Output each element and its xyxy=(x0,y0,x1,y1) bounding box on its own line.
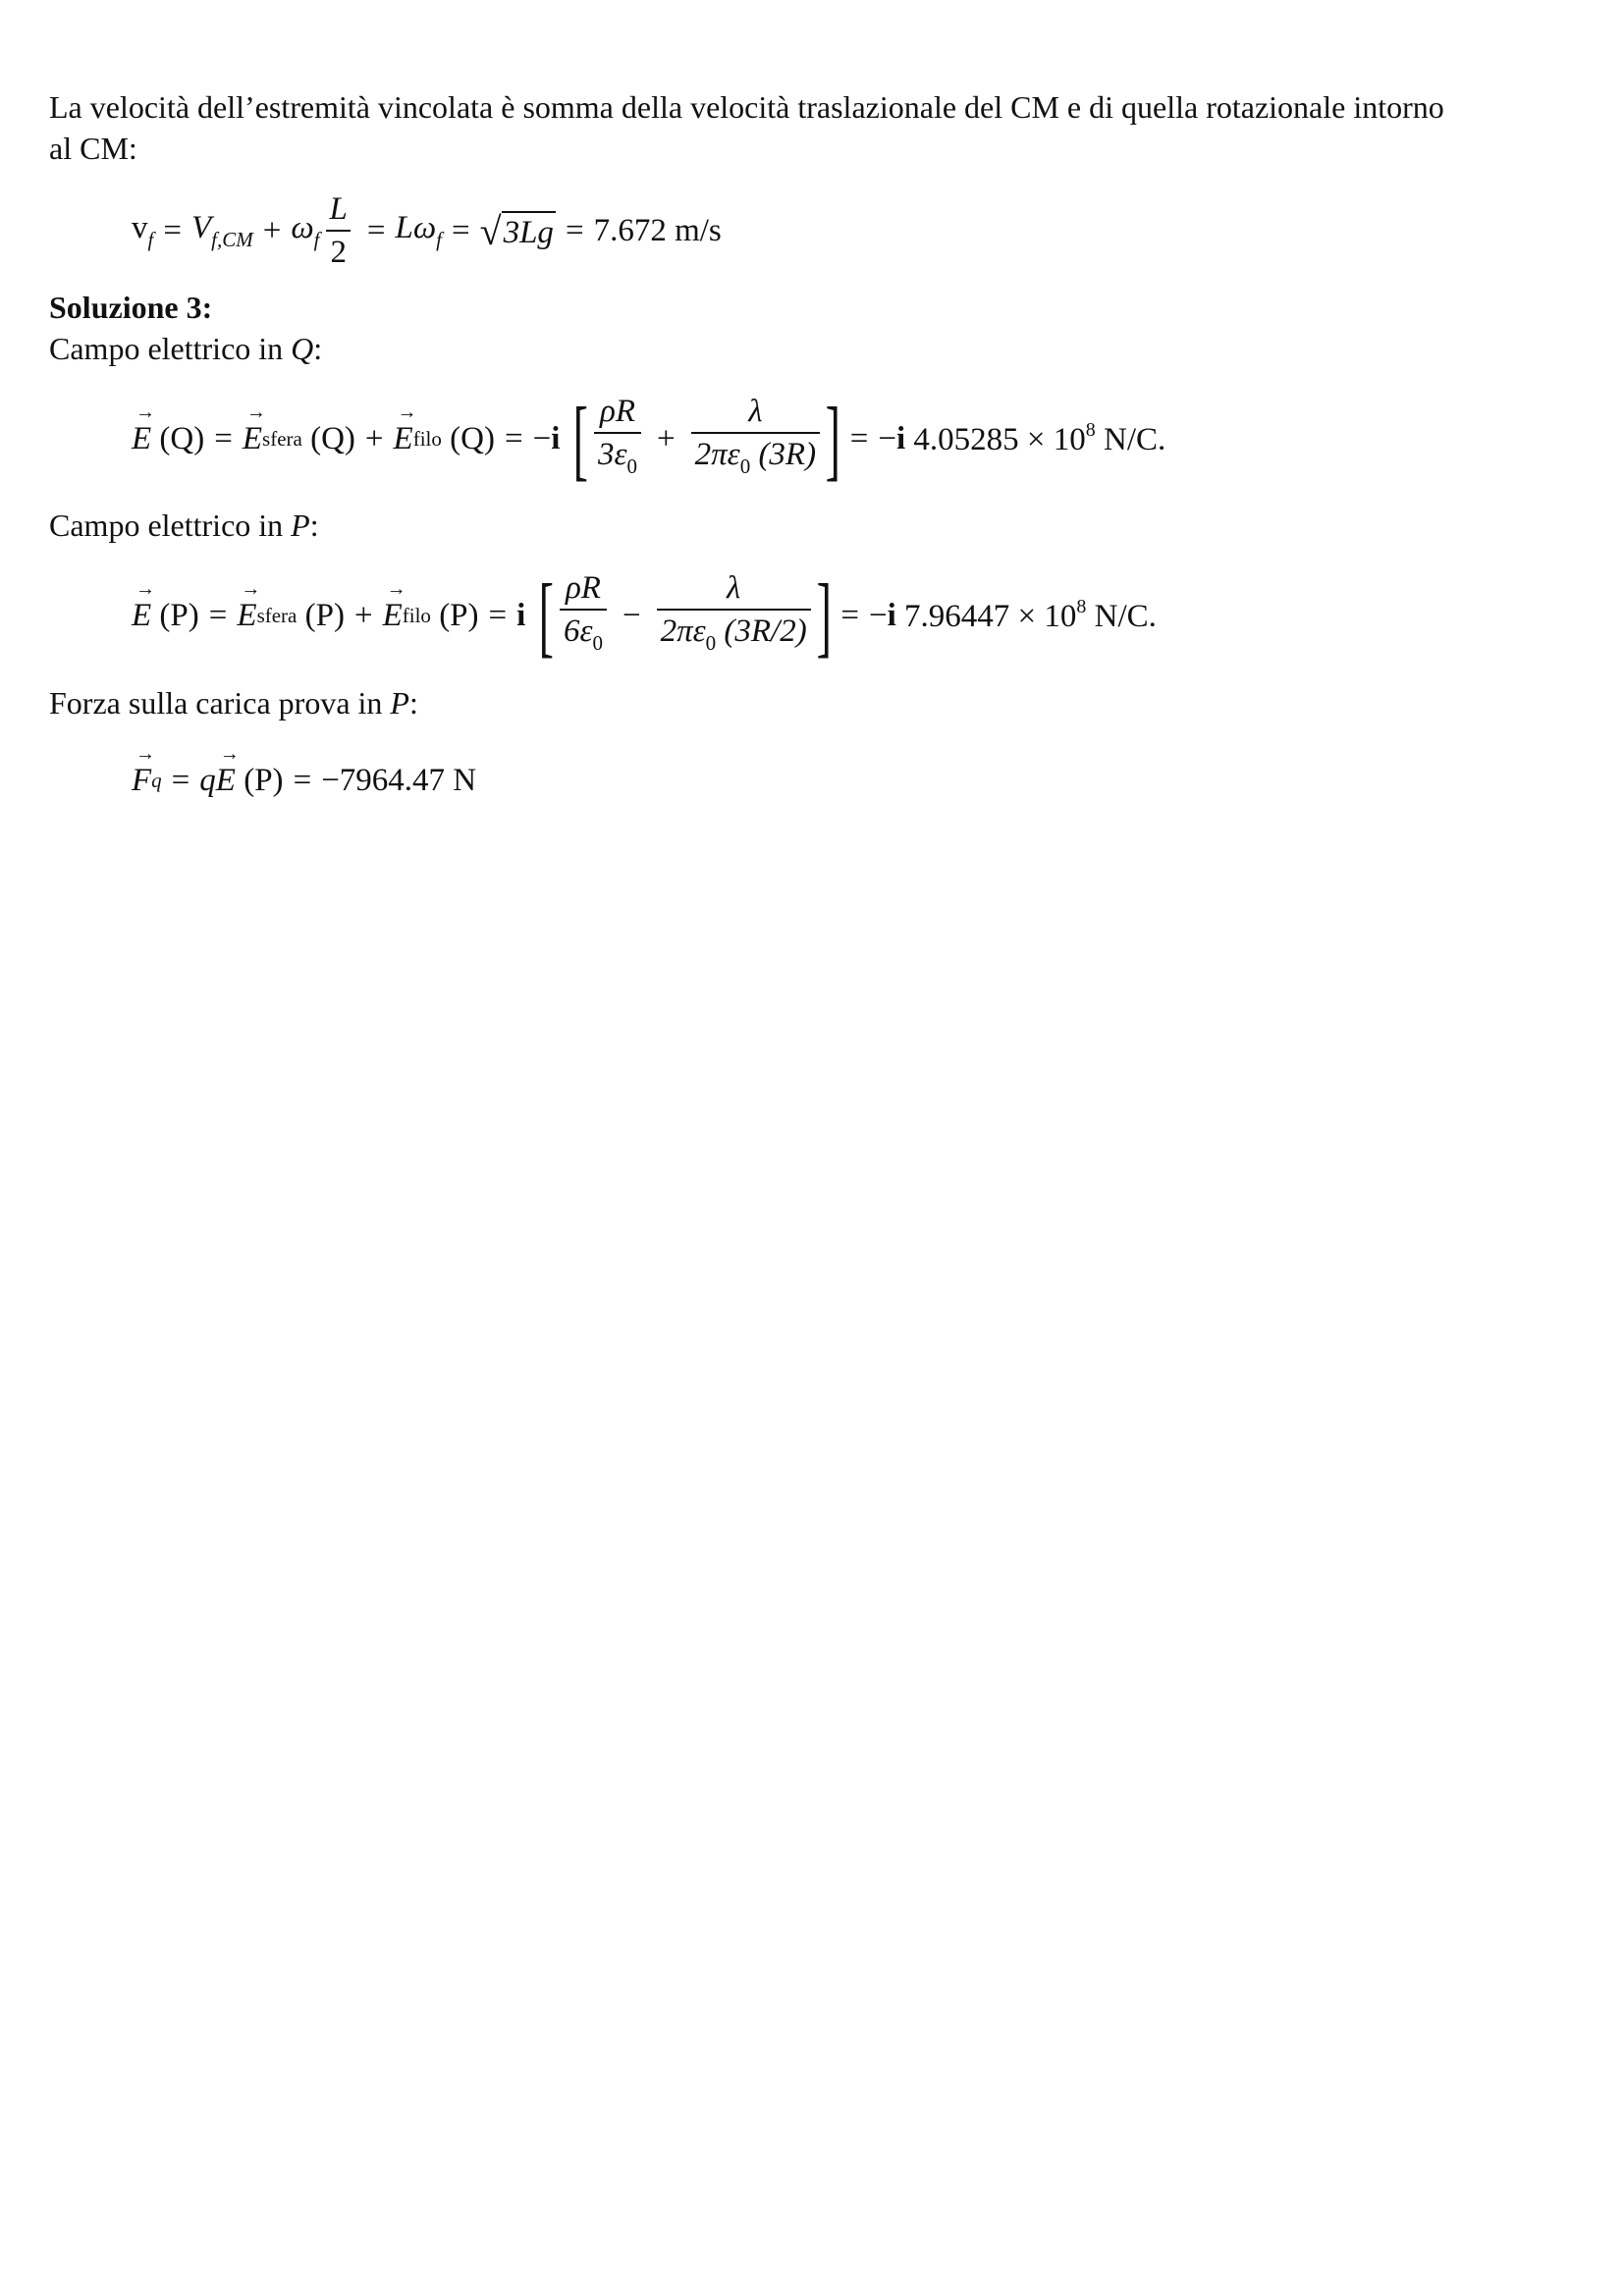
solution-block xyxy=(49,287,1581,369)
velocity-lhs: $v_f$ xyxy=(132,209,154,251)
force-result: −7964.47 N xyxy=(321,762,477,798)
force-label: Forza sulla carica prova in P: xyxy=(49,685,418,721)
field-p-label: Campo elettrico in P: xyxy=(49,507,319,543)
intro-paragraph xyxy=(49,86,1581,169)
l-omega-term: $L\omega_f$ xyxy=(395,209,442,251)
field-q-label: Campo elettrico in Q: xyxy=(49,331,323,366)
solution-heading: Soluzione 3: xyxy=(49,290,213,325)
velocity-equation: $v_f$ = $V_{f,CM}$ + $\omega_f$ $\frac{L}{2}$ = $L\omega_f$ = √ 3Lg = 7.672 m/s xyxy=(132,191,722,270)
field-p-result: $7.96447 \times 10^8$ N/C. xyxy=(904,596,1157,634)
field-q-equation: → E (Q) = → E sfera (Q) + → E filo (Q) = − i [ $\frac{\rho R}{3\varepsilon_0}$ + $\frac{\lambda}{2\pi\varepsilon_0 (3R)}$ ] = − i $4.05285 \times 10^8$ N/C. xyxy=(132,390,1165,488)
velocity-result: 7.672 m/s xyxy=(593,212,722,248)
unit-vector-i: i xyxy=(551,420,561,456)
square-root: √ 3Lg xyxy=(479,208,554,253)
wire-field-fraction-p: $\frac{\lambda}{2\pi\varepsilon_0 (3R/2)}$ xyxy=(657,569,811,662)
force-equation: → F q = q → E (P) = −7964.47 N xyxy=(132,751,476,810)
sphere-field-fraction-p: $\frac{\rho R}{6\varepsilon_0}$ xyxy=(560,569,607,662)
length-half-fraction: $\frac{L}{2}$ xyxy=(326,190,352,271)
omega-term: $\omega_f$ xyxy=(291,209,320,251)
intro-line-2: al CM: xyxy=(49,131,137,166)
field-q-result: $4.05285 \times 10^8$ N/C. xyxy=(913,419,1166,457)
velocity-cm-term: $V_{f,CM}$ xyxy=(190,209,253,251)
wire-field-fraction: $\frac{\lambda}{2\pi\varepsilon_0 (3R)}$ xyxy=(691,393,820,485)
sphere-field-fraction: $\frac{\rho R}{3\varepsilon_0}$ xyxy=(594,393,641,485)
field-p-equation: → E (P) = → E sfera (P) + → E filo (P) = i [ $\frac{\rho R}{6\varepsilon_0}$ − $\frac{\lambda}{2\pi\varepsilon_0 (3R/2)}$ ] = − i $7.96447 \times 10^8$ N/C. xyxy=(132,566,1157,665)
intro-line-1: La velocità dell’estremità vincolata è somma della velocità traslazionale del CM e di quella rotazionale intorno xyxy=(49,89,1444,125)
